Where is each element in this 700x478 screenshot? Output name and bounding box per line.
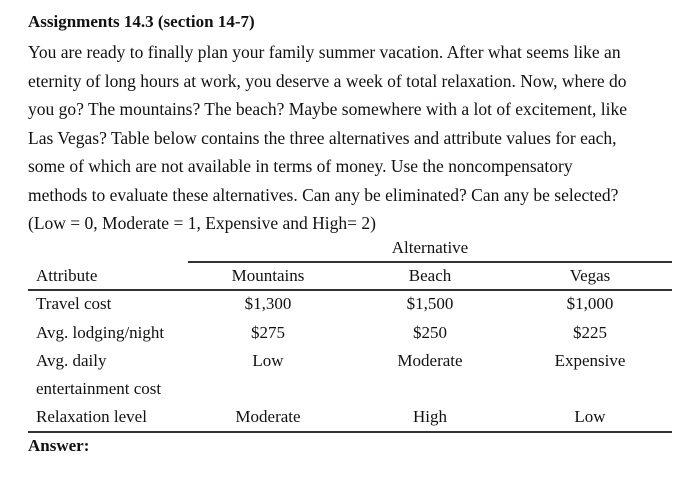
header-rule: [28, 289, 672, 291]
row-attribute: Travel cost: [36, 294, 112, 313]
row-beach-value: $1,500: [406, 294, 454, 313]
problem-statement: [28, 38, 678, 238]
row-mountains-value: $1,300: [244, 294, 292, 313]
row-vegas-value: $1,000: [566, 294, 614, 313]
row-mountains-value: Low: [252, 351, 284, 370]
row-attribute: Avg. daily: [36, 351, 107, 370]
row-attribute: Relaxation level: [36, 407, 147, 426]
header-beach: Beach: [408, 266, 452, 285]
paragraph-line: you go? The mountains? The beach? Maybe somewhere with a lot of excitement, like: [28, 99, 628, 119]
row-beach-value: $250: [413, 323, 447, 342]
paragraph-line: methods to evaluate these alternatives. Can any be eliminated? Can any be selected?: [28, 184, 619, 205]
row-beach-value: Moderate: [397, 351, 463, 370]
table-bottom-rule: [28, 431, 672, 433]
answer-label: Answer:: [28, 436, 90, 455]
group-header-rule: [188, 261, 672, 263]
paragraph-line: Las Vegas? Table below contains the three alternatives and attribute values for each,: [28, 127, 617, 148]
row-beach-value: High: [413, 407, 447, 426]
header-attribute: Attribute: [36, 266, 98, 285]
row-attribute-continued: entertainment cost: [36, 379, 162, 398]
row-vegas-value: $225: [573, 323, 607, 342]
row-mountains-value: $275: [251, 323, 285, 342]
row-mountains-value: Moderate: [235, 407, 301, 426]
header-vegas: Vegas: [569, 266, 611, 285]
alternative-group-header: Alternative: [391, 238, 469, 257]
header-mountains: Mountains: [231, 266, 305, 285]
row-vegas-value: Expensive: [554, 351, 626, 370]
paragraph-line: You are ready to finally plan your family summer vacation. After what seems like an: [28, 42, 621, 62]
paragraph-line: eternity of long hours at work, you deserve a week of total relaxation. Now, where do: [28, 70, 627, 91]
row-vegas-value: Low: [574, 407, 606, 426]
row-attribute: Avg. lodging/night: [36, 323, 165, 342]
paragraph-line: some of which are not available in terms of money. Use the noncompensatory: [28, 156, 573, 176]
paragraph-line: (Low = 0, Moderate = 1, Expensive and High= 2): [28, 213, 376, 233]
assignment-title: Assignments 14.3 (section 14-7): [28, 12, 255, 31]
